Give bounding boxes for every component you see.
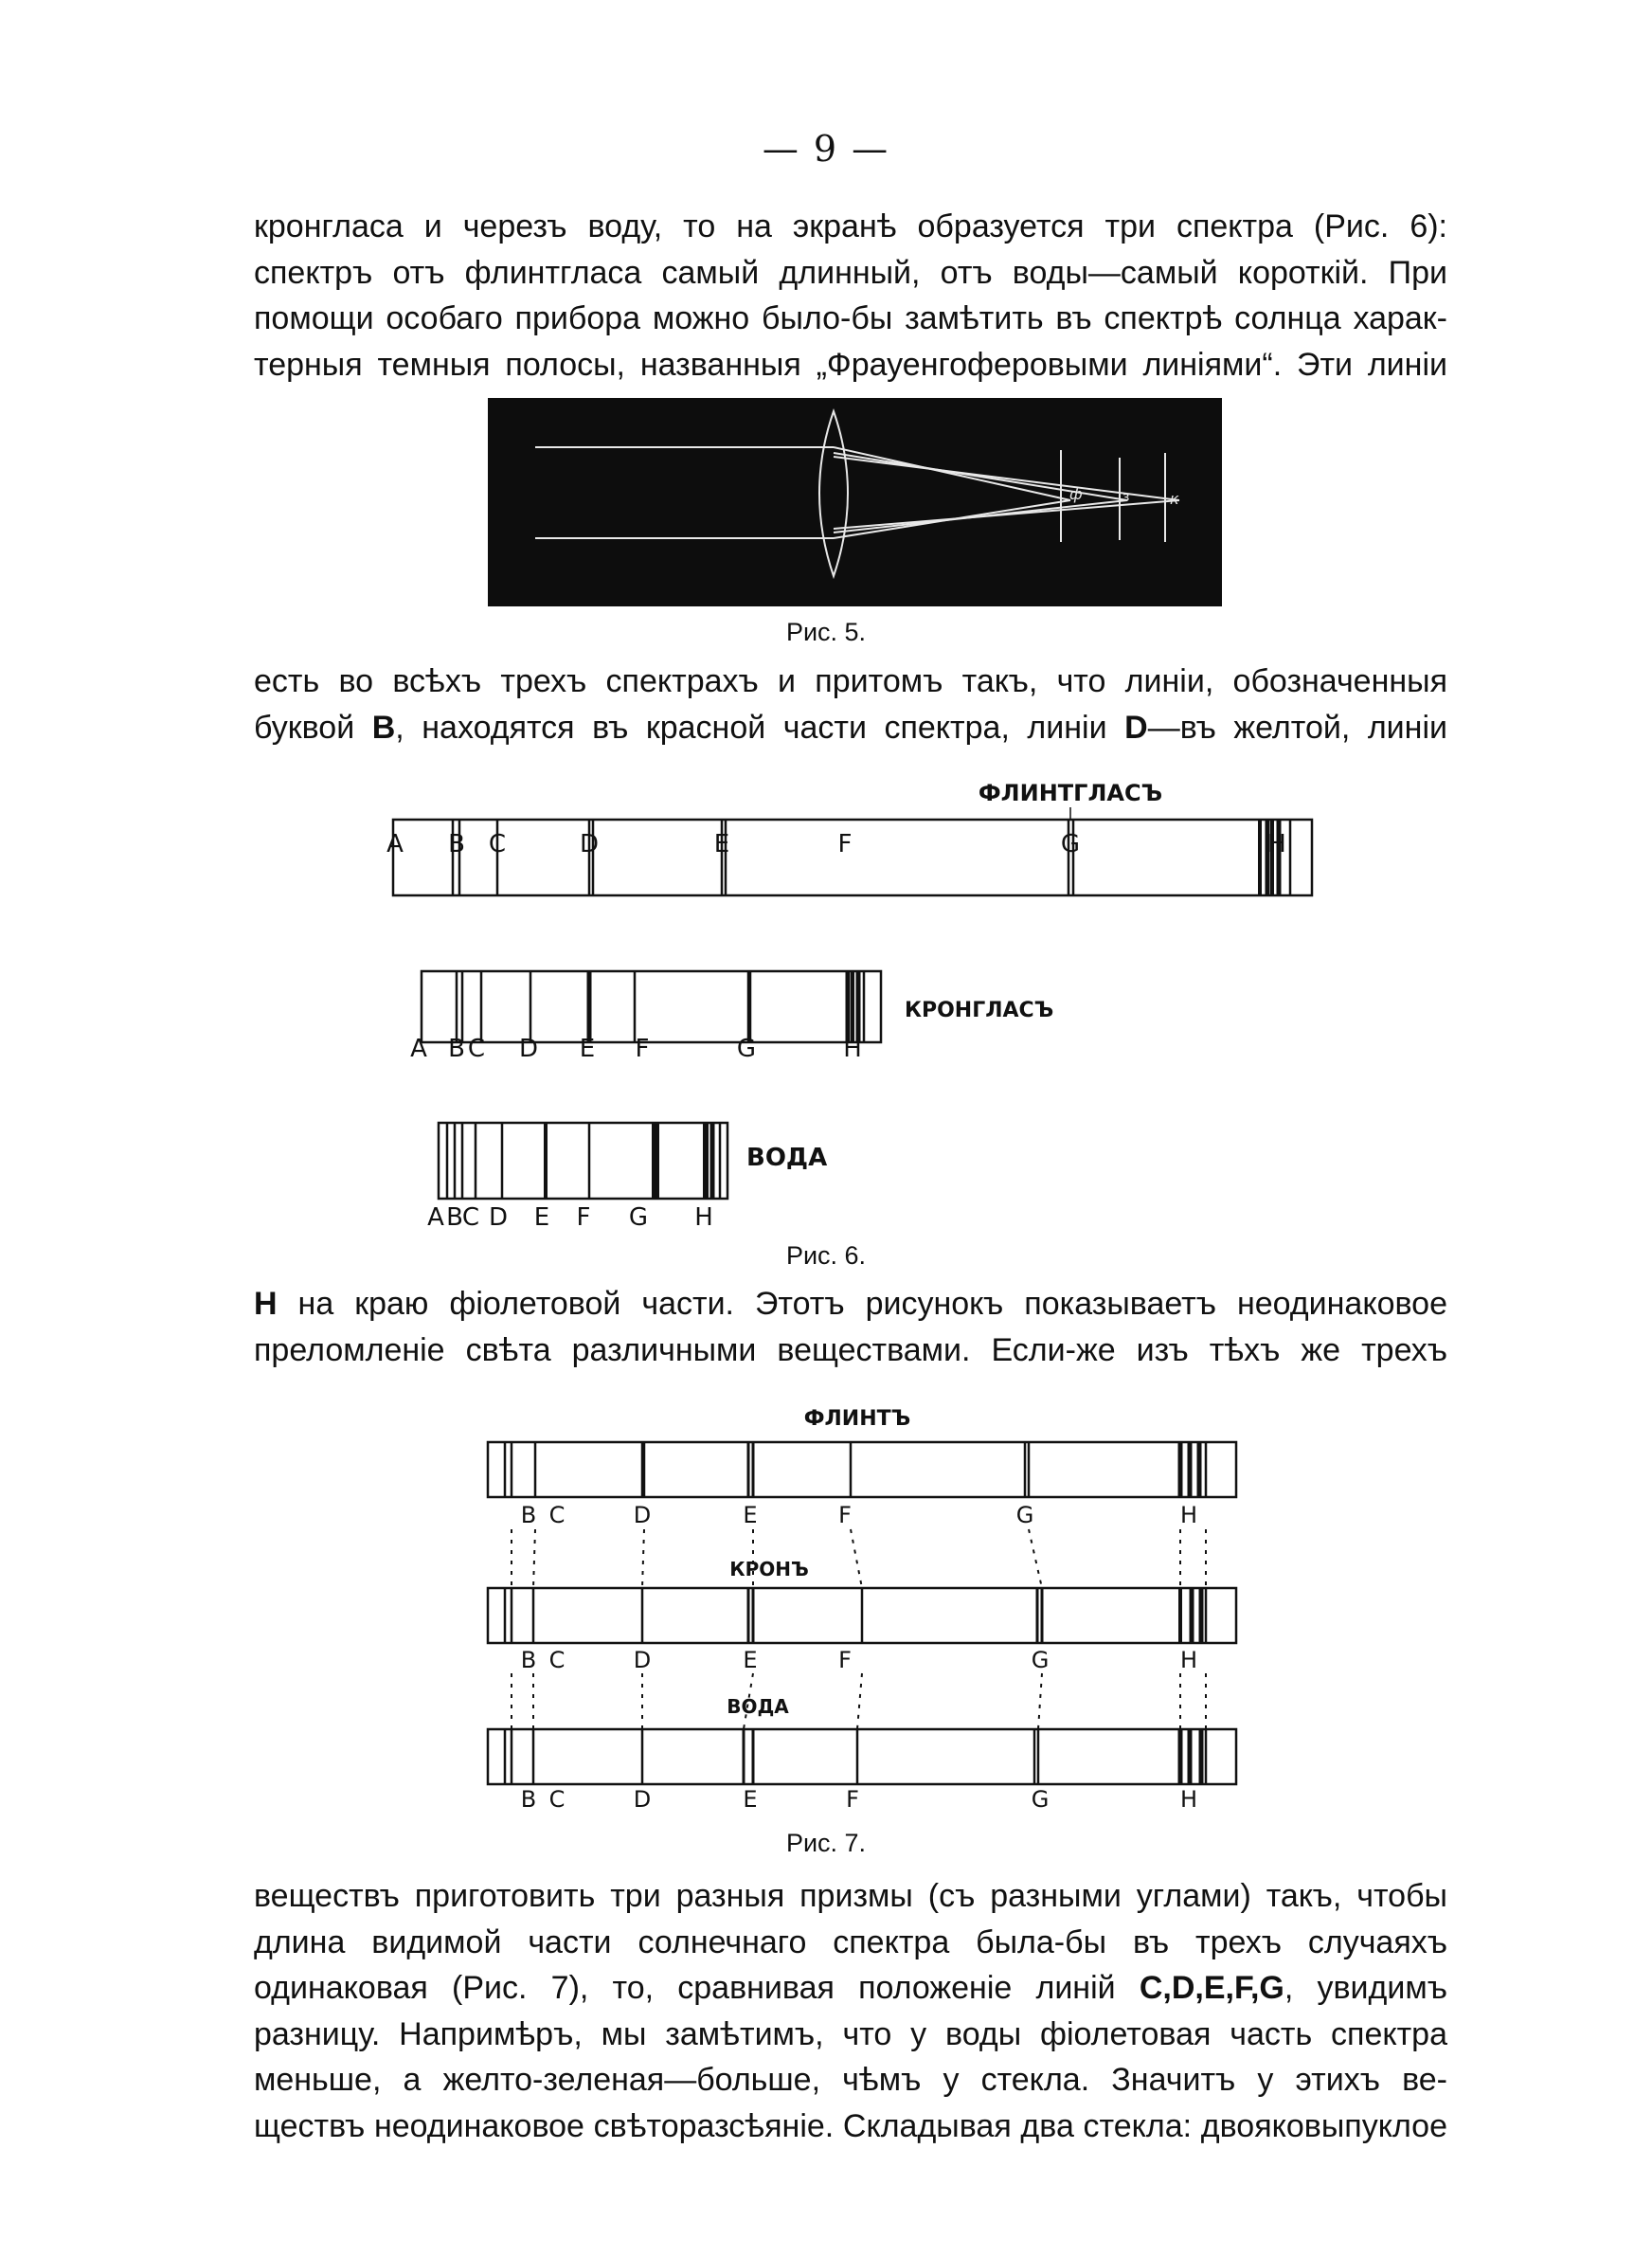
- line-letter-G: G: [736, 1035, 757, 1063]
- paragraph-2: [254, 659, 1447, 750]
- line-letter-C: C: [548, 1786, 566, 1813]
- alignment-dotted-line: [1029, 1529, 1042, 1588]
- text-line: преломленіе свѣта различными веществами. Если-же изъ тѣхъ же трехъ: [254, 1331, 1447, 1368]
- spectrum-name-water: ВОДА: [746, 1144, 828, 1172]
- line-letter-F: F: [838, 1502, 852, 1528]
- line-letter-H: H: [843, 1035, 862, 1063]
- spectrum-name-water: ВОДА: [727, 1695, 789, 1718]
- line-letter-E: E: [743, 1647, 758, 1673]
- line-letter-F: F: [576, 1203, 591, 1232]
- line-letter-H: H: [1267, 830, 1286, 858]
- spectrum-band: [422, 971, 881, 1042]
- focus-label-k: к: [1170, 490, 1179, 508]
- line-letter-C: C: [461, 1203, 480, 1232]
- alignment-dotted-line: [851, 1529, 862, 1588]
- line-letter-E: E: [579, 1035, 596, 1063]
- line-letter-D: D: [518, 1035, 539, 1063]
- line-letter-F: F: [838, 1647, 852, 1673]
- line-letter-D: D: [633, 1647, 652, 1673]
- line-letter-H: H: [1179, 1502, 1198, 1528]
- spectrum-band: [393, 820, 1312, 895]
- line-letter-B: B: [520, 1647, 537, 1673]
- line-letter-E: E: [743, 1502, 758, 1528]
- spectrum-band: [488, 1442, 1236, 1497]
- figure-5-lens-diagram: [488, 398, 1222, 606]
- line-letter-F: F: [635, 1035, 650, 1063]
- line-letter-H: H: [1179, 1786, 1198, 1813]
- spectrum-band: [439, 1123, 727, 1199]
- figure-6-caption: Рис. 6.: [785, 1241, 867, 1270]
- text-line: длина видимой части солнечнаго спектра была-бы въ трехъ случаяхъ: [254, 1923, 1447, 1960]
- text-line: меньше, а желто-зеленая—больше, чѣмъ у стекла. Значитъ у этихъ ве-: [254, 2062, 1447, 2098]
- text-line: спектръ отъ флинтгласа самый длинный, отъ воды—самый короткій. При: [254, 254, 1447, 291]
- figure-5-caption: Рис. 5.: [785, 618, 867, 646]
- line-letter-C: C: [548, 1647, 566, 1673]
- figure-7-caption: Рис. 7.: [785, 1829, 867, 1857]
- line-letter-F: F: [837, 830, 853, 858]
- line-letter-B: B: [446, 1203, 463, 1232]
- spectrum-name-flint: ФЛИНТЪ: [803, 1407, 911, 1431]
- focus-label-f: ф: [1069, 485, 1083, 503]
- line-letter-A: A: [410, 1035, 427, 1063]
- line-letter-B: B: [520, 1786, 537, 1813]
- line-letter-D: D: [633, 1502, 652, 1528]
- line-letter-G: G: [628, 1203, 649, 1232]
- line-letter-C: C: [467, 1035, 486, 1063]
- page-number: — 9 —: [762, 128, 890, 170]
- text-line: помощи особаго прибора можно было-бы замѣтить въ спектрѣ солнца харак-: [254, 300, 1447, 336]
- text-line: ществъ неодинаковое свѣторазсѣяніе. Складывая два стекла: двояковыпуклое: [254, 2107, 1447, 2144]
- figure-7-spectra: [474, 1402, 1260, 1819]
- figure-6-spectra: [379, 772, 1326, 1237]
- line-letter-G: G: [1031, 1647, 1050, 1673]
- line-letter-B: B: [448, 830, 465, 858]
- spectrum-band: [488, 1729, 1236, 1784]
- line-letter-C: C: [488, 830, 507, 858]
- line-letter-H: H: [1179, 1647, 1198, 1673]
- line-letter-E: E: [713, 830, 730, 858]
- text-line: кронгласа и черезъ воду, то на экранѣ образуется три спектра (Рис. 6):: [254, 208, 1447, 244]
- alignment-dotted-line: [857, 1673, 862, 1729]
- line-letter-D: D: [488, 1203, 509, 1232]
- text-line: H на краю фіолетовой части. Этотъ рисунокъ показываетъ неодинаковое: [254, 1286, 1447, 1322]
- alignment-dotted-line: [642, 1529, 644, 1588]
- spectrum-name-kron: КРОНЪ: [729, 1558, 809, 1580]
- text-line: одинаковая (Рис. 7), то, сравнивая положеніе линій C,D,E,F,G, увидимъ: [254, 1970, 1448, 2006]
- line-letter-F: F: [846, 1786, 859, 1813]
- line-letter-B: B: [448, 1035, 465, 1063]
- alignment-dotted-line: [533, 1529, 535, 1588]
- line-letter-G: G: [1015, 1502, 1034, 1528]
- line-letter-A: A: [427, 1203, 444, 1232]
- alignment-dotted-line: [1038, 1673, 1042, 1729]
- text-line: терныя темныя полосы, названныя „Фрауенгоферовыми линіями“. Эти линіи: [254, 346, 1447, 383]
- line-letter-D: D: [579, 830, 600, 858]
- line-letter-E: E: [533, 1203, 550, 1232]
- line-letter-G: G: [1031, 1786, 1050, 1813]
- line-letter-D: D: [633, 1786, 652, 1813]
- paragraph-1: [254, 204, 1447, 388]
- paragraph-4: [254, 1873, 1447, 2149]
- line-letter-H: H: [694, 1203, 713, 1232]
- text-line: веществъ приготовить три разныя призмы (съ разными углами) такъ, чтобы: [254, 1878, 1447, 1914]
- spectrum-name-kronglass: КРОНГЛАСЪ: [905, 999, 1054, 1022]
- line-letter-C: C: [548, 1502, 566, 1528]
- focus-label-z: з: [1122, 490, 1130, 505]
- text-line: буквой B, находятся въ красной части спектра, линіи D—въ желтой, линіи: [254, 709, 1447, 746]
- text-line: есть во всѣхъ трехъ спектрахъ и притомъ такъ, что линіи, обозначенныя: [254, 663, 1447, 699]
- line-letter-E: E: [743, 1786, 758, 1813]
- paragraph-3: [254, 1281, 1447, 1373]
- line-letter-G: G: [1060, 830, 1081, 858]
- text-line: разницу. Напримѣръ, мы замѣтимъ, что у воды фіолетовая часть спектра: [254, 2015, 1447, 2052]
- line-letter-B: B: [520, 1502, 537, 1528]
- spectrum-name-flintglass: ФЛИНТГЛАСЪ: [978, 780, 1163, 806]
- line-letter-A: A: [386, 830, 404, 858]
